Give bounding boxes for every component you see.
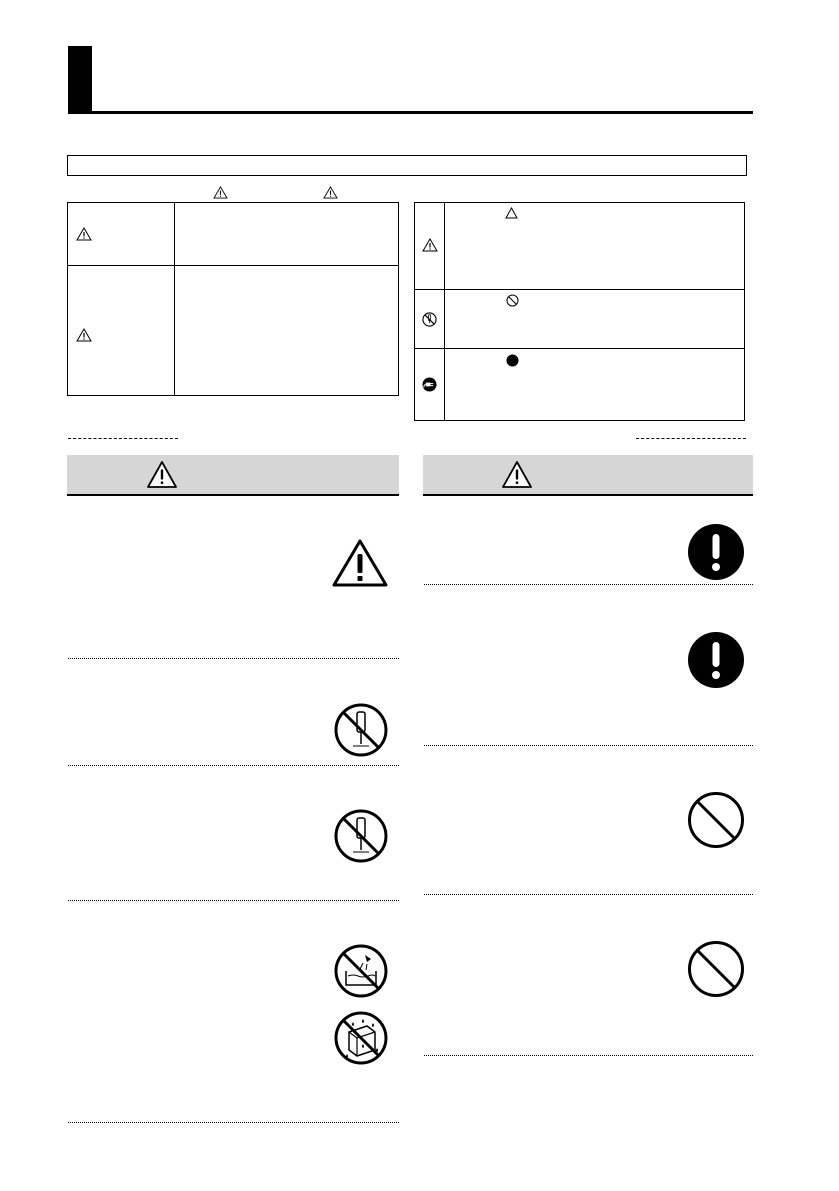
no-humidity-icon [333,1010,389,1066]
prohibition-circle-icon [687,791,745,849]
subtitle-box-text [68,160,74,172]
filled-circle-icon [506,354,519,367]
left-column-header [67,455,399,496]
legend-right-row-mandatory [415,349,744,420]
no-disassembly-icon [333,702,389,758]
item-divider [68,658,399,659]
legend-right-row-triangle [415,203,744,289]
warning-icon [422,238,438,252]
warning-icon [331,538,389,588]
item-divider [424,894,753,895]
caution-icon [76,328,92,342]
prohibition-circle-icon [687,940,745,998]
item-divider [424,584,753,585]
subtitle-box [67,155,747,176]
mandatory-exclamation-icon [687,631,745,689]
warning-icon [76,227,92,241]
prohibition-circle-icon [506,294,519,307]
legend-right-row-prohibited [415,290,744,348]
warning-icon [213,186,228,199]
mandatory-exclamation-icon [687,523,745,581]
item-divider [68,1122,399,1123]
caution-icon [501,460,533,489]
warning-icon [146,460,178,489]
item-divider [424,745,753,746]
no-disassembly-icon [422,312,437,327]
title-underline [68,111,753,114]
left-dashed-rule [68,438,178,439]
legend-right-table [414,202,745,421]
legend-left-table [67,202,399,396]
title-block [68,46,92,113]
right-dashed-rule [636,438,746,439]
legend-left-row-warning [68,203,398,265]
item-divider [68,900,399,901]
right-column-header [423,455,753,496]
item-divider [68,765,399,766]
caution-icon [323,186,338,199]
no-disassembly-icon [333,808,389,864]
no-water-icon [333,943,389,999]
legend-left-row-caution [68,266,398,395]
item-divider [424,1055,753,1056]
triangle-outline-icon [505,207,518,219]
mandatory-unplug-icon [422,377,437,392]
